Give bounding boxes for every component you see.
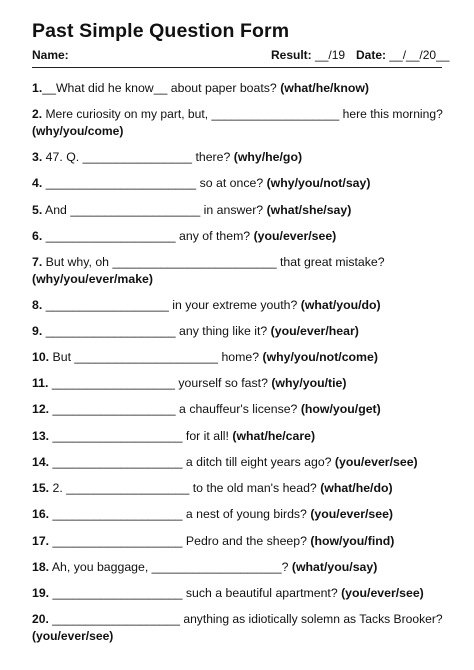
answer-blank[interactable]: __________________ — [51, 376, 175, 390]
answer-blank[interactable]: __What did he know__ — [42, 81, 168, 95]
question-text-before: 47. Q. — [42, 150, 83, 164]
question-text-after: in answer? — [200, 203, 267, 217]
question-number: 6. — [32, 229, 43, 243]
verb-hint: (you/ever/see) — [334, 455, 418, 469]
answer-blank[interactable]: ___________________ — [52, 612, 180, 626]
answer-blank[interactable]: ___________________ — [52, 429, 183, 443]
question-item — [32, 401, 444, 418]
verb-hint: (why/he/go) — [233, 150, 303, 164]
verb-hint: (why/you/not/say) — [266, 176, 371, 190]
verb-hint: (why/you/come) — [32, 124, 124, 138]
answer-blank[interactable]: __________________ — [45, 298, 169, 312]
question-item — [32, 254, 444, 288]
header-divider — [32, 67, 442, 68]
verb-hint: (why/you/ever/make) — [32, 272, 153, 286]
question-text-after: a chauffeur's license? — [175, 402, 301, 416]
page-title: Past Simple Question Form — [32, 20, 290, 42]
question-number: 2. — [32, 107, 43, 121]
question-number: 3. — [32, 150, 43, 164]
answer-blank[interactable]: __________________ — [52, 402, 176, 416]
answer-blank[interactable]: __________________ — [66, 481, 190, 495]
result-field — [271, 48, 345, 62]
answer-blank[interactable]: ___________________ — [211, 107, 340, 121]
question-number: 16. — [32, 507, 50, 521]
name-label: Name: — [32, 48, 69, 62]
question-number: 4. — [32, 176, 43, 190]
question-item — [32, 585, 444, 602]
verb-hint: (how/you/get) — [300, 402, 381, 416]
question-text-after: yourself so fast? — [174, 376, 272, 390]
question-text-after: anything as idiotically solemn as Tacks Brooker? — [179, 612, 443, 626]
verb-hint: (what/you/say) — [291, 560, 378, 574]
verb-hint: (what/she/say) — [266, 203, 352, 217]
question-item — [32, 454, 444, 471]
question-item — [32, 506, 444, 523]
answer-blank[interactable]: ________________________ — [112, 255, 277, 269]
verb-hint: (what/he/care) — [232, 429, 316, 443]
question-text-before: And — [42, 203, 71, 217]
question-number: 11. — [32, 376, 49, 390]
answer-blank[interactable]: ___________________ — [151, 560, 282, 574]
verb-hint: (you/ever/see) — [253, 229, 337, 243]
question-text-after: home? — [218, 350, 263, 364]
date-field — [356, 48, 449, 62]
answer-blank[interactable]: ______________________ — [45, 176, 197, 190]
verb-hint: (you/ever/see) — [32, 629, 114, 643]
question-text-after: to the old man's head? — [189, 481, 321, 495]
question-number: 14. — [32, 455, 50, 469]
question-number: 15. — [32, 481, 50, 495]
verb-hint: (what/you/do) — [300, 298, 381, 312]
question-number: 10. — [32, 350, 50, 364]
verb-hint: (why/you/tie) — [271, 376, 347, 390]
question-text-before: But — [49, 350, 75, 364]
result-label: Result: — [271, 48, 312, 62]
question-number: 18. — [32, 560, 50, 574]
question-item — [32, 559, 444, 576]
question-text-after: a nest of young birds? — [182, 507, 311, 521]
question-number: 5. — [32, 203, 43, 217]
question-number: 9. — [32, 324, 43, 338]
question-item — [32, 349, 444, 366]
answer-blank[interactable]: _____________________ — [74, 350, 219, 364]
question-item — [32, 202, 444, 219]
question-number: 1. — [32, 81, 43, 95]
date-value: __/__/20__ — [389, 48, 450, 62]
question-item — [32, 106, 444, 140]
answer-blank[interactable]: ___________________ — [52, 455, 183, 469]
question-item — [32, 533, 444, 550]
verb-hint: (what/he/do) — [320, 481, 393, 495]
question-item — [32, 323, 444, 340]
answer-blank[interactable]: ________________ — [82, 150, 193, 164]
answer-blank[interactable]: ___________________ — [52, 534, 183, 548]
question-item — [32, 228, 444, 245]
answer-blank[interactable]: ___________________ — [52, 507, 183, 521]
question-text-after: in your extreme youth? — [168, 298, 301, 312]
verb-hint: (how/you/find) — [310, 534, 395, 548]
question-text-after: about paper boats? — [167, 81, 281, 95]
question-item — [32, 175, 444, 192]
result-value: __/19 — [315, 48, 346, 62]
question-text-after: so at once? — [196, 176, 267, 190]
answer-blank[interactable]: ___________________ — [45, 229, 176, 243]
verb-hint: (what/he/know) — [280, 81, 369, 95]
question-item — [32, 480, 444, 497]
verb-hint: (you/ever/hear) — [270, 324, 359, 338]
date-label: Date: — [356, 48, 387, 62]
question-number: 8. — [32, 298, 43, 312]
question-text-after: a ditch till eight years ago? — [182, 455, 335, 469]
question-number: 17. — [32, 534, 50, 548]
question-item — [32, 375, 444, 392]
question-text-before: Ah, you baggage, — [49, 560, 152, 574]
question-item — [32, 80, 444, 97]
question-text-after: Pedro and the sheep? — [182, 534, 311, 548]
question-text-after: for it all! — [182, 429, 233, 443]
verb-hint: (you/ever/see) — [310, 507, 394, 521]
answer-blank[interactable]: ___________________ — [70, 203, 201, 217]
question-text-before: But why, oh — [42, 255, 113, 269]
question-number: 19. — [32, 586, 50, 600]
question-text-after: any thing like it? — [175, 324, 271, 338]
answer-blank[interactable]: ___________________ — [52, 586, 183, 600]
verb-hint: (why/you/not/come) — [262, 350, 378, 364]
answer-blank[interactable]: ___________________ — [45, 324, 176, 338]
question-text-after: here this morning? — [339, 107, 443, 121]
question-text-after: such a beautiful apartment? — [182, 586, 342, 600]
question-number: 20. — [32, 612, 49, 626]
question-number: 7. — [32, 255, 43, 269]
question-text-after: ? — [281, 560, 292, 574]
question-item — [32, 297, 444, 314]
question-text-after: any of them? — [175, 229, 254, 243]
question-item — [32, 611, 444, 645]
question-text-before: Mere curiosity on my part, but, — [42, 107, 212, 121]
question-text-after: that great mistake? — [276, 255, 385, 269]
question-number: 12. — [32, 402, 50, 416]
question-item — [32, 428, 444, 445]
question-number: 13. — [32, 429, 50, 443]
verb-hint: (you/ever/see) — [341, 586, 424, 600]
question-item — [32, 149, 444, 166]
question-text-before: 2. — [49, 481, 67, 495]
question-text-after: there? — [192, 150, 234, 164]
